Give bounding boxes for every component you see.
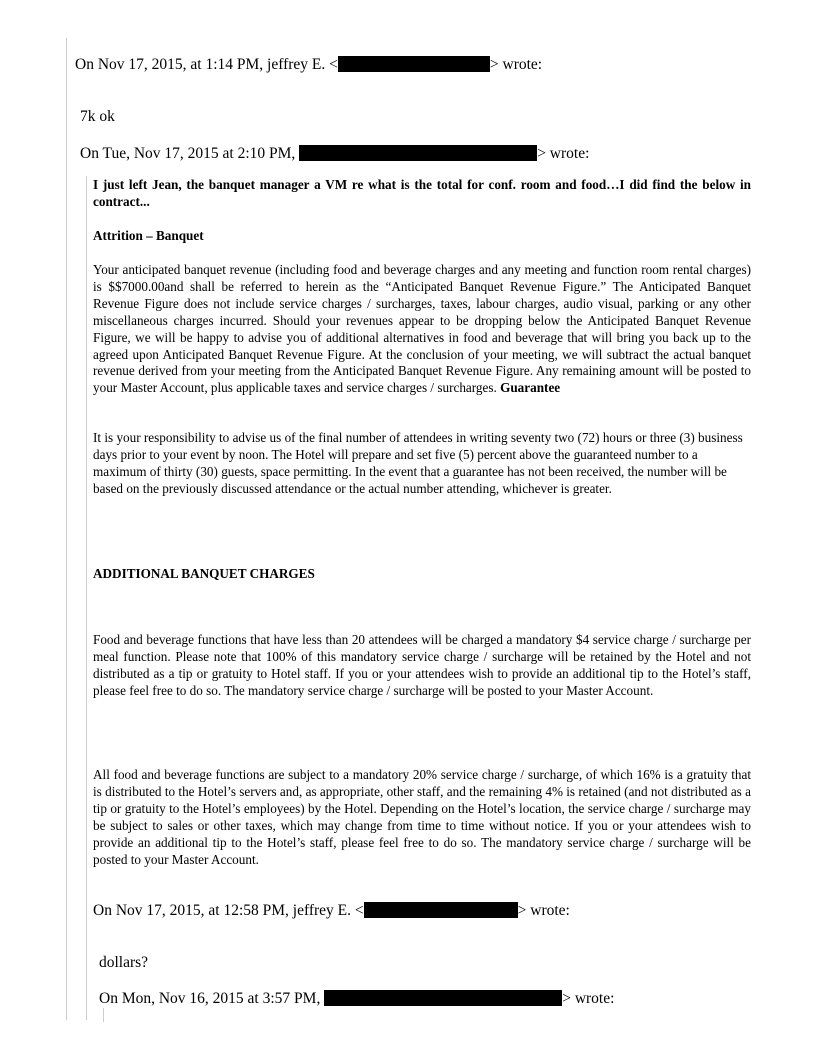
header-4-prefix: On Mon, Nov 16, 2015 at 3:57 PM,	[99, 990, 321, 1007]
reply-3: dollars?	[99, 954, 149, 971]
redacted-email-1	[338, 56, 490, 72]
attrition-body	[93, 262, 751, 397]
email-header-3	[93, 902, 570, 920]
email-header-4	[99, 990, 614, 1008]
additional-heading: ADDITIONAL BANQUET CHARGES	[93, 566, 315, 581]
header-1-prefix: On Nov 17, 2015, at 1:14 PM, jeffrey E. <	[75, 56, 338, 73]
header-2-suffix: > wrote:	[537, 145, 590, 162]
quote-bar-nested	[103, 1008, 104, 1022]
attrition-heading: Attrition – Banquet	[93, 228, 204, 243]
guarantee-heading: Guarantee	[500, 380, 561, 396]
header-2-prefix: On Tue, Nov 17, 2015 at 2:10 PM,	[80, 145, 296, 162]
quote-bar-outer	[66, 38, 67, 1020]
additional-body-1: Food and beverage functions that have less than 20 attendees will be charged a mandatory $4 service charge / surcharge per meal function. Please note that 100% of this mandatory service charge / surcharge will be retained by the Hotel and not distributed as a tip or gratuity to Hotel staff. If you or your attendees wish to provide an additional tip to the Hotel’s staff, please feel free to do so. The mandatory service charge / surcharge will be posted to your Master Account.	[93, 632, 751, 698]
reply-1: 7k ok	[80, 108, 115, 125]
header-3-prefix: On Nov 17, 2015, at 12:58 PM, jeffrey E. <	[93, 902, 364, 919]
redacted-email-4	[324, 990, 562, 1006]
redacted-email-2	[299, 145, 537, 161]
email-header-2	[80, 145, 589, 163]
header-3-suffix: > wrote:	[517, 902, 570, 919]
attrition-text: Your anticipated banquet revenue (including food and beverage charges and any meeting and function room rental charges) is $$7000.00and shall be referred to herein as the “Anticipated Banquet Revenue Figure.” The Anticipated Banquet Revenue Figure does not include service charges / surcharges, taxes, labour charges, audio visual, parking or any other miscellaneous charges incurred. Should your revenues appear to be dropping below the Anticipated Banquet Revenue Figure, we will be happy to advise you of additional alternatives in food and beverage that will bring you back up to the agreed upon Anticipated Banquet Revenue Figure. At the conclusion of your meeting, we will subtract the actual banquet revenue derived from your meeting from the Anticipated Banquet Revenue Figure. Any remaining amount will be posted to your Master Account, plus applicable taxes and service charges / surcharges.	[93, 262, 751, 396]
email-header-1	[75, 56, 542, 74]
intro-message: I just left Jean, the banquet manager a VM re what is the total for conf. room and food…I did find the below in contract...	[93, 177, 751, 209]
header-1-suffix: > wrote:	[489, 56, 543, 73]
guarantee-body: It is your responsibility to advise us of the final number of attendees in writing seventy two (72) hours or three (3) business days prior to your event by noon. The Hotel will prepare and set five (5) percent above the guaranteed number to a maximum of thirty (30) guests, space permitting. In the event that a guarantee has not been received, the number will be based on the previously discussed attendance or the actual number attending, whichever is greater.	[93, 430, 743, 496]
additional-body-2: All food and beverage functions are subject to a mandatory 20% service charge / surcharge, of which 16% is a gratuity that is distributed to the Hotel’s servers and, as appropriate, other staff, and the remaining 4% is retained (and not distributed as a tip or gratuity to the Hotel’s employees) by the Hotel. Depending on the Hotel’s location, the service charge / surcharge may be subject to sales or other taxes, which may change from time to time without notice. If you or your attendees wish to provide an additional tip to the Hotel’s staff, please feel free to do so. The mandatory service charge / surcharge will be posted to your Master Account.	[93, 767, 751, 867]
redacted-email-3	[364, 902, 518, 918]
quote-bar-inner	[86, 176, 87, 1020]
header-4-suffix: > wrote:	[562, 990, 615, 1007]
